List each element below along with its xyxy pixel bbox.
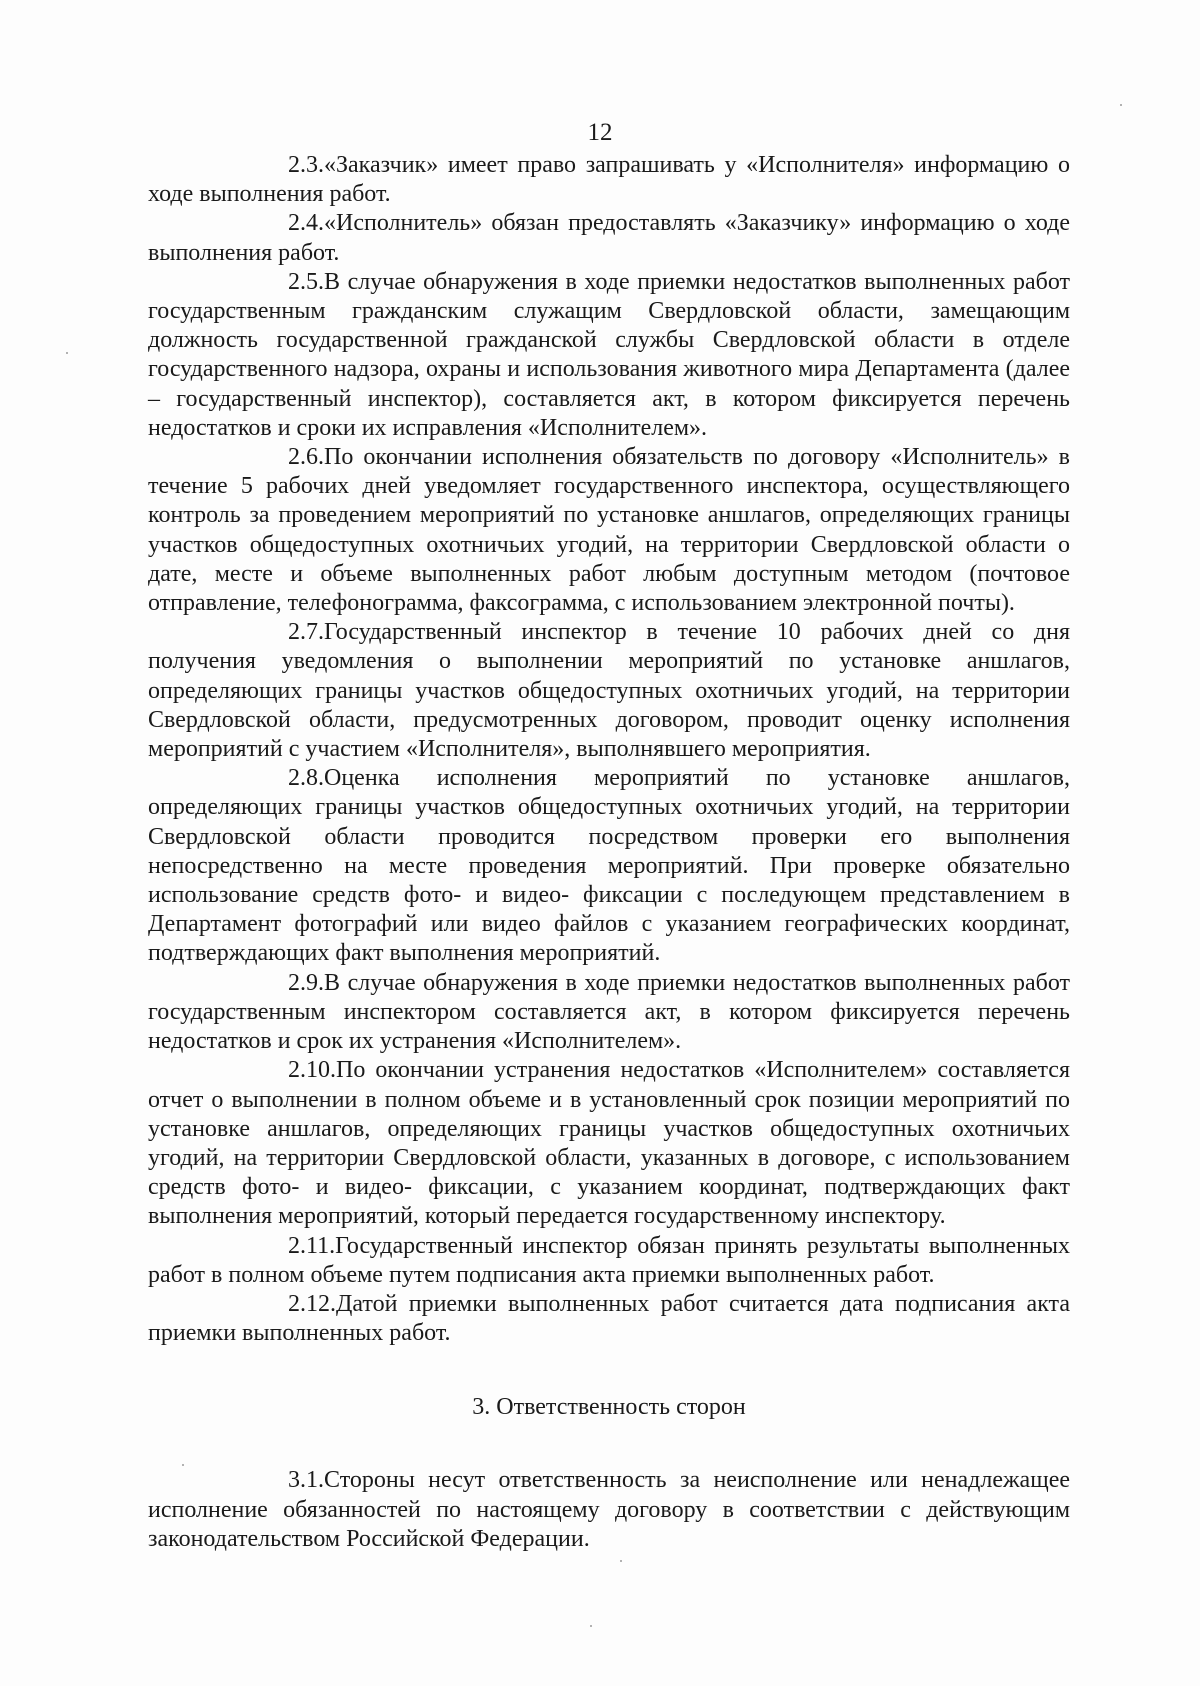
paragraph-number: 2.4. xyxy=(288,210,324,237)
paragraph-number: 2.11. xyxy=(288,1232,336,1259)
paragraph-text: По окончании устранения недостатков «Исполнителем» составляется отчет о выполнении в полном объеме и в установленный срок позиции мероприятий по установке аншлагов, определяющих границы участков общедоступных охотничьих угодий, на территории Свердловской области, указанных в договоре, с использованием средств фото- и видео- фиксации, с указанием координат, подтверждающих факт выполнения мероприятий, который передается государственному инспектору. xyxy=(148,1057,1070,1230)
paragraph-number: 2.7. xyxy=(288,619,324,646)
paragraph-text: Оценка исполнения мероприятий по установке аншлагов, определяющих границы участков общедоступных охотничьих угодий, на территории Свердловской области проводится посредством проверки его выполнения непосредственно на месте проведения мероприятий. При проверке обязательно использование средств фото- и видео- фиксации с последующем представлением в Департамент фотографий или видео файлов с указанием географических координат, подтверждающих факт выполнения мероприятий. xyxy=(148,765,1070,967)
paragraph-text: В случае обнаружения в ходе приемки недостатков выполненных работ государственным инспектором составляется акт, в котором фиксируется перечень недостатков и срок их устранения «Исполнителем». xyxy=(148,969,1070,1055)
document-body xyxy=(148,151,1070,1554)
paragraph-2-11 xyxy=(148,1232,1070,1290)
paragraph-2-4 xyxy=(148,209,1070,267)
paragraph-2-3 xyxy=(148,151,1070,209)
paragraph-number: 2.5. xyxy=(288,268,324,295)
section-heading: 3. Ответственность сторон xyxy=(472,1394,746,1421)
paragraph-number: 2.8. xyxy=(288,765,324,792)
paragraph-text: «Заказчик» имеет право запрашивать у «Исполнителя» информацию о ходе выполнения работ. xyxy=(148,152,1070,208)
paragraph-text: В случае обнаружения в ходе приемки недостатков выполненных работ государственным гражданским служащим Свердловской области, замещающим должность государственной гражданской службы Свердловской области в отделе государственного надзора, охраны и использования животного мира Департамента (далее – государственный инспектор), составляется акт, в котором фиксируется перечень недостатков и сроки их исправления «Исполнителем». xyxy=(148,268,1070,441)
paragraph-2-9 xyxy=(148,969,1070,1057)
paragraph-text: Датой приемки выполненных работ считается дата подписания акта приемки выполненных работ. xyxy=(148,1290,1070,1347)
paragraph-2-5 xyxy=(148,268,1070,443)
scan-speck xyxy=(182,1464,184,1466)
scan-speck xyxy=(620,1560,622,1562)
paragraph-2-6 xyxy=(148,443,1070,618)
paragraph-text: «Исполнитель» обязан предоставлять «Заказчику» информацию о ходе выполнения работ. xyxy=(148,210,1070,266)
paragraph-2-10 xyxy=(148,1056,1070,1231)
paragraph-text: По окончании исполнения обязательств по договору «Исполнитель» в течение 5 рабочих дней уведомляет государственного инспектора, осуществляющего контроль за проведением мероприятий по установке аншлагов, определяющих границы участков общедоступных охотничьих угодий, на территории Свердловской области о дате, месте и объеме выполненных работ любым доступным методом (почтовое отправление, телефонограмма, факсограмма, с использованием электронной почты). xyxy=(148,444,1070,617)
paragraph-number: 2.9. xyxy=(288,969,324,996)
paragraph-2-7 xyxy=(148,618,1070,764)
paragraph-number: 2.10. xyxy=(288,1057,336,1084)
paragraph-number: 2.3. xyxy=(288,152,324,178)
paragraph-2-8 xyxy=(148,764,1070,968)
paragraph-text: Государственный инспектор обязан принять результаты выполненных работ в полном объеме путем подписания акта приемки выполненных работ. xyxy=(148,1232,1070,1288)
scan-speck xyxy=(66,352,68,354)
paragraph-text: Стороны несут ответственность за неисполнение или ненадлежащее исполнение обязанностей по настоящему договору в соответствии с действующим законодательством Российской Федерации. xyxy=(148,1467,1070,1552)
paragraph-number: 2.6. xyxy=(288,444,324,471)
paragraph-number: 3.1. xyxy=(288,1467,324,1494)
paragraph-2-12 xyxy=(148,1290,1070,1348)
page-number: 12 xyxy=(587,119,613,146)
paragraph-number: 2.12. xyxy=(288,1290,336,1317)
paragraph-3-1 xyxy=(148,1466,1070,1554)
scan-speck xyxy=(1120,104,1122,106)
paragraph-text: Государственный инспектор в течение 10 рабочих дней со дня получения уведомления о выполнении мероприятий по установке аншлагов, определяющих границы участков общедоступных охотничьих угодий, на территории Свердловской области, предусмотренных договором, проводит оценку исполнения мероприятий с участием «Исполнителя», выполнявшего мероприятия. xyxy=(148,619,1070,763)
scan-speck xyxy=(590,1625,592,1627)
